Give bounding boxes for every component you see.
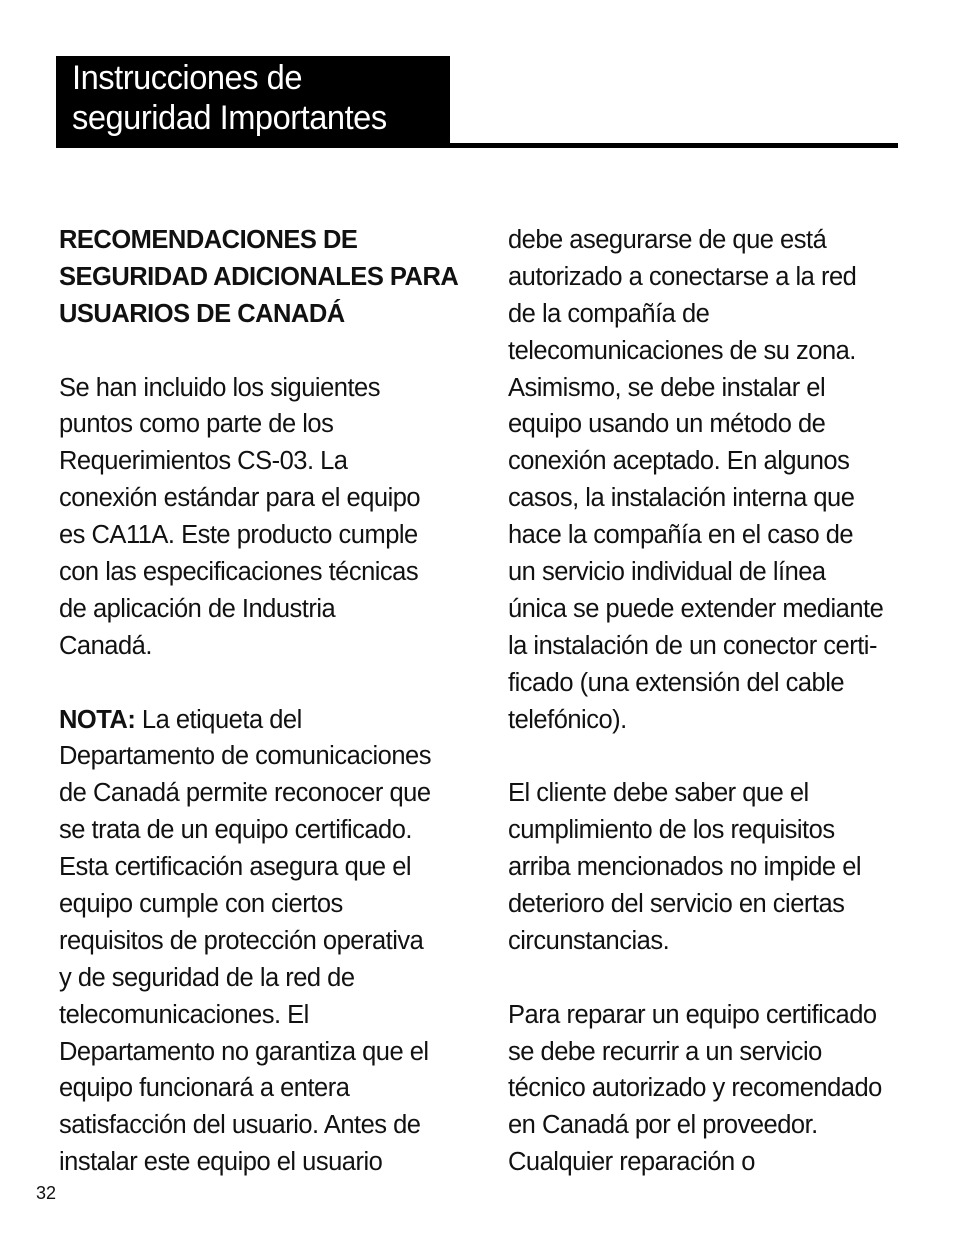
- paragraph-line: telecomunicaciones de su zona.: [508, 336, 856, 365]
- paragraph-spacer: [508, 960, 908, 997]
- paragraph-line: El cliente debe saber que el: [508, 779, 809, 808]
- paragraph-line: Para reparar un equipo certificado: [508, 1000, 877, 1029]
- header-rule: [56, 143, 898, 148]
- paragraph-spacer: [508, 738, 908, 775]
- note-first-line-text: La etiqueta del: [135, 705, 302, 734]
- paragraph-line: en Canadá por el proveedor.: [508, 1111, 818, 1140]
- paragraph-line: cumplimiento de los requisitos: [508, 816, 835, 845]
- paragraph-line: y de seguridad de la red de: [59, 963, 355, 992]
- paragraph-spacer: [59, 333, 459, 370]
- page-title-line-1: Instrucciones de: [72, 59, 303, 97]
- cs03-paragraph: [59, 370, 459, 665]
- paragraph-line: de la compañía de: [508, 299, 710, 328]
- paragraph-line: Esta certificación asegura que el: [59, 853, 412, 882]
- paragraph-line: conexión estándar para el equipo: [59, 484, 421, 513]
- paragraph-line: de Canadá permite reconocer que: [59, 779, 431, 808]
- paragraph-line: puntos como parte de los: [59, 410, 334, 439]
- paragraph-line: telefónico).: [508, 705, 627, 734]
- paragraph-line: ficado (una extensión del cable: [508, 668, 845, 697]
- paragraph-line: técnico autorizado y recomendado: [508, 1074, 882, 1103]
- paragraph-line: equipo cumple con ciertos: [59, 890, 343, 919]
- paragraph-line: de aplicación de Industria: [59, 594, 336, 623]
- paragraph-line: la instalación de un conector certi-: [508, 631, 877, 660]
- paragraph-line: un servicio individual de línea: [508, 558, 826, 587]
- paragraph-line: es CA11A. Este producto cumple: [59, 521, 418, 550]
- note-first-line: [59, 702, 459, 739]
- paragraph-line: equipo funcionará a entera: [59, 1074, 350, 1103]
- paragraph-line: debe asegurarse de que está: [508, 226, 827, 254]
- heading-line: SEGURIDAD ADICIONALES PARA: [59, 262, 459, 291]
- paragraph-line: Requerimientos CS-03. La: [59, 447, 348, 476]
- paragraph-line: Se han incluido los siguientes: [59, 373, 380, 402]
- paragraph-line: instalar este equipo el usuario: [59, 1148, 383, 1177]
- note-label: NOTA:: [59, 705, 136, 734]
- canada-section-heading: [59, 222, 459, 333]
- paragraph-line: Departamento no garantiza que el: [59, 1037, 429, 1066]
- paragraph-line: se debe recurrir a un servicio: [508, 1037, 822, 1066]
- paragraph-line: requisitos de protección operativa: [59, 926, 424, 955]
- left-column: [59, 222, 459, 1181]
- heading-line: USUARIOS DE CANADÁ: [59, 299, 345, 328]
- paragraph-line: equipo usando un método de: [508, 410, 826, 439]
- right-column: [508, 222, 908, 1181]
- note-paragraph: [59, 702, 459, 1182]
- repair-paragraph: [508, 997, 908, 1181]
- paragraph-line: circunstancias.: [508, 926, 670, 955]
- paragraph-line: satisfacción del usuario. Antes de: [59, 1111, 421, 1140]
- paragraph-line: conexión aceptado. En algunos: [508, 447, 850, 476]
- paragraph-line: Asimismo, se debe instalar el: [508, 373, 826, 402]
- paragraph-line: Canadá.: [59, 631, 152, 660]
- paragraph-spacer: [59, 665, 459, 702]
- paragraph-line: telecomunicaciones. El: [59, 1000, 309, 1029]
- paragraph-line: se trata de un equipo certificado.: [59, 816, 412, 845]
- page-number: 32: [36, 1183, 57, 1203]
- heading-line: RECOMENDACIONES DE: [59, 226, 358, 254]
- authorization-paragraph: [508, 222, 908, 738]
- paragraph-line: deterioro del servicio en ciertas: [508, 890, 845, 919]
- paragraph-line: Cualquier reparación o: [508, 1148, 755, 1177]
- service-deterioration-paragraph: [508, 775, 908, 959]
- paragraph-line: única se puede extender mediante: [508, 594, 884, 623]
- paragraph-line: Departamento de comunicaciones: [59, 742, 431, 771]
- paragraph-line: con las especificaciones técnicas: [59, 558, 419, 587]
- paragraph-line: arriba mencionados no impide el: [508, 853, 862, 882]
- paragraph-line: autorizado a conectarse a la red: [508, 262, 857, 291]
- page-title: [72, 58, 387, 138]
- paragraph-line: hace la compañía en el caso de: [508, 521, 854, 550]
- paragraph-line: casos, la instalación interna que: [508, 484, 855, 513]
- page-title-line-2: seguridad Importantes: [72, 99, 387, 137]
